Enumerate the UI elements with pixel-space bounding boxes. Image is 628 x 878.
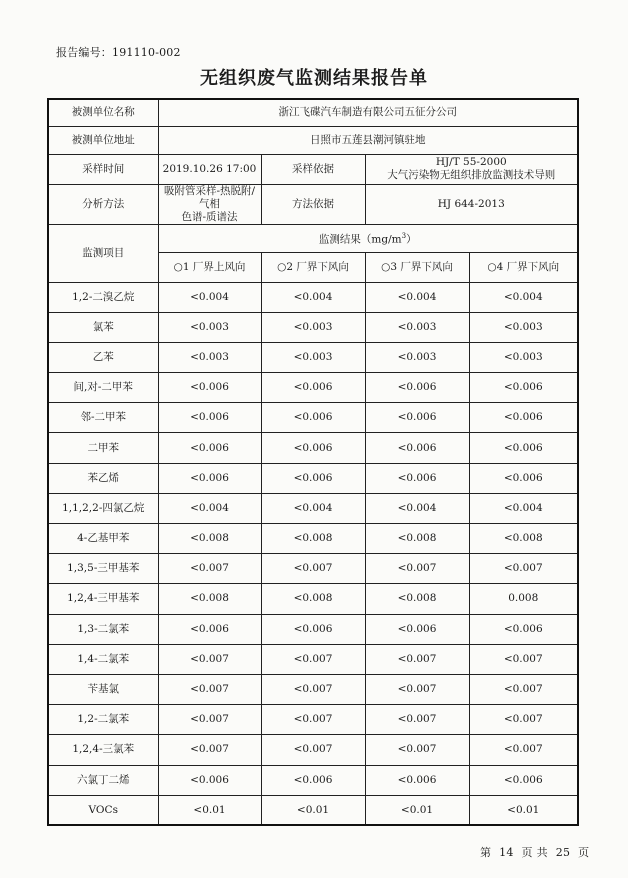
result-value-point-1: <0.006 bbox=[158, 463, 261, 493]
result-value-point-4: <0.006 bbox=[469, 463, 578, 493]
result-value-point-1: <0.003 bbox=[158, 312, 261, 342]
result-value-point-3: <0.007 bbox=[365, 674, 469, 704]
result-value-point-2: <0.006 bbox=[261, 433, 365, 463]
table-row bbox=[48, 342, 578, 372]
result-value-point-3: <0.008 bbox=[365, 524, 469, 554]
pollutant-name: 六氯丁二烯 bbox=[48, 765, 158, 795]
method-basis-value: HJ 644-2013 bbox=[365, 184, 578, 224]
table-row bbox=[48, 705, 578, 735]
pollutant-name: 1,2,4-三甲基苯 bbox=[48, 584, 158, 614]
row-unit-name bbox=[48, 99, 578, 126]
pollutant-name: 4-乙基甲苯 bbox=[48, 524, 158, 554]
pollutant-name: VOCs bbox=[48, 795, 158, 825]
footer-mid: 页 共 bbox=[521, 846, 548, 859]
table-row bbox=[48, 373, 578, 403]
pollutant-name: 1,3-二氯苯 bbox=[48, 614, 158, 644]
table-row bbox=[48, 493, 578, 523]
sampling-time-value: 2019.10.26 17:00 bbox=[158, 154, 261, 184]
result-value-point-3: <0.006 bbox=[365, 403, 469, 433]
result-value-point-2: <0.007 bbox=[261, 705, 365, 735]
result-value-point-1: <0.006 bbox=[158, 373, 261, 403]
result-value-point-3: <0.007 bbox=[365, 554, 469, 584]
result-value-point-4: <0.008 bbox=[469, 524, 578, 554]
result-value-point-3: <0.006 bbox=[365, 614, 469, 644]
result-value-point-2: <0.003 bbox=[261, 342, 365, 372]
sampling-basis-label: 采样依据 bbox=[261, 154, 365, 184]
point-3-header: ○3 厂界下风向 bbox=[365, 252, 469, 282]
result-value-point-4: <0.007 bbox=[469, 674, 578, 704]
pollutant-name: 1,2-二溴乙烷 bbox=[48, 282, 158, 312]
unit-address-value: 日照市五莲县潮河镇驻地 bbox=[158, 126, 578, 154]
sampling-basis-line1: HJ/T 55-2000 bbox=[435, 156, 507, 168]
result-value-point-4: <0.01 bbox=[469, 795, 578, 825]
result-value-point-2: <0.01 bbox=[261, 795, 365, 825]
result-value-point-4: <0.003 bbox=[469, 342, 578, 372]
row-unit-address bbox=[48, 126, 578, 154]
result-value-point-1: <0.004 bbox=[158, 493, 261, 523]
result-value-point-4: <0.006 bbox=[469, 403, 578, 433]
result-value-point-3: <0.006 bbox=[365, 433, 469, 463]
table-row bbox=[48, 644, 578, 674]
pollutant-name: 乙苯 bbox=[48, 342, 158, 372]
result-value-point-2: <0.006 bbox=[261, 765, 365, 795]
pollutant-name: 二甲苯 bbox=[48, 433, 158, 463]
result-value-point-1: <0.006 bbox=[158, 433, 261, 463]
result-value-point-1: <0.01 bbox=[158, 795, 261, 825]
result-value-point-2: <0.006 bbox=[261, 403, 365, 433]
row-analysis bbox=[48, 184, 578, 224]
result-value-point-2: <0.003 bbox=[261, 312, 365, 342]
sampling-time-label: 采样时间 bbox=[48, 154, 158, 184]
pollutant-name: 1,2,4-三氯苯 bbox=[48, 735, 158, 765]
point-2-header: ○2 厂界下风向 bbox=[261, 252, 365, 282]
result-value-point-4: <0.006 bbox=[469, 614, 578, 644]
result-value-point-3: <0.006 bbox=[365, 373, 469, 403]
results-unit-header bbox=[158, 224, 578, 252]
pollutant-name: 1,3,5-三甲基苯 bbox=[48, 554, 158, 584]
result-value-point-1: <0.007 bbox=[158, 674, 261, 704]
table-row bbox=[48, 735, 578, 765]
table-row bbox=[48, 312, 578, 342]
result-value-point-2: <0.006 bbox=[261, 373, 365, 403]
results-unit-sup: 3 bbox=[401, 231, 407, 240]
result-value-point-3: <0.003 bbox=[365, 312, 469, 342]
footer-total: 25 bbox=[555, 846, 571, 859]
footer-post: 页 bbox=[578, 846, 590, 859]
table-row bbox=[48, 463, 578, 493]
result-value-point-1: <0.007 bbox=[158, 735, 261, 765]
result-value-point-4: <0.007 bbox=[469, 644, 578, 674]
result-value-point-4: <0.006 bbox=[469, 433, 578, 463]
point-4-header: ○4 厂界下风向 bbox=[469, 252, 578, 282]
result-value-point-2: <0.007 bbox=[261, 735, 365, 765]
result-value-point-3: <0.008 bbox=[365, 584, 469, 614]
result-value-point-1: <0.006 bbox=[158, 403, 261, 433]
table-row bbox=[48, 614, 578, 644]
method-basis-label: 方法依据 bbox=[261, 184, 365, 224]
result-value-point-3: <0.006 bbox=[365, 463, 469, 493]
results-table bbox=[47, 98, 579, 826]
result-value-point-1: <0.004 bbox=[158, 282, 261, 312]
table-row bbox=[48, 795, 578, 825]
result-value-point-4: 0.008 bbox=[469, 584, 578, 614]
table-row bbox=[48, 765, 578, 795]
analysis-method-value bbox=[158, 184, 261, 224]
result-value-point-2: <0.008 bbox=[261, 524, 365, 554]
unit-address-label: 被测单位地址 bbox=[48, 126, 158, 154]
result-value-point-2: <0.007 bbox=[261, 554, 365, 584]
sampling-basis-line2: 大气污染物无组织排放监测技术导则 bbox=[387, 169, 556, 181]
result-value-point-1: <0.006 bbox=[158, 614, 261, 644]
analysis-method-line2: 色谱-质谱法 bbox=[181, 210, 238, 223]
monitoring-item-label: 监测项目 bbox=[48, 224, 158, 282]
result-value-point-1: <0.008 bbox=[158, 584, 261, 614]
analysis-method-line1: 吸附管采样-热脱附/气相 bbox=[163, 184, 256, 210]
result-value-point-2: <0.008 bbox=[261, 584, 365, 614]
analysis-method-label: 分析方法 bbox=[48, 184, 158, 224]
row-results-header bbox=[48, 224, 578, 252]
result-value-point-1: <0.007 bbox=[158, 554, 261, 584]
pollutant-name: 间,对-二甲苯 bbox=[48, 373, 158, 403]
pollutant-name: 1,2-二氯苯 bbox=[48, 705, 158, 735]
result-value-point-1: <0.006 bbox=[158, 765, 261, 795]
table-row bbox=[48, 674, 578, 704]
result-value-point-4: <0.006 bbox=[469, 765, 578, 795]
results-unit-prefix: 监测结果（mg/m bbox=[318, 233, 402, 246]
unit-name-value: 浙江飞碟汽车制造有限公司五征分公司 bbox=[158, 99, 578, 126]
result-value-point-3: <0.007 bbox=[365, 644, 469, 674]
pollutant-name: 氯苯 bbox=[48, 312, 158, 342]
unit-name-label: 被测单位名称 bbox=[48, 99, 158, 126]
result-value-point-1: <0.007 bbox=[158, 644, 261, 674]
footer-pre: 第 bbox=[480, 846, 492, 859]
footer-page: 14 bbox=[499, 846, 514, 859]
result-value-point-2: <0.007 bbox=[261, 644, 365, 674]
page-title: 无组织废气监测结果报告单 bbox=[200, 68, 428, 89]
result-value-point-4: <0.006 bbox=[469, 373, 578, 403]
point-1-header: ○1 厂界上风向 bbox=[158, 252, 261, 282]
result-value-point-2: <0.006 bbox=[261, 463, 365, 493]
report-number: 报告编号：191110-002 bbox=[56, 46, 181, 59]
result-value-point-1: <0.003 bbox=[158, 342, 261, 372]
result-value-point-4: <0.004 bbox=[469, 282, 578, 312]
result-value-point-4: <0.007 bbox=[469, 554, 578, 584]
result-value-point-3: <0.006 bbox=[365, 765, 469, 795]
results-unit-suffix: ） bbox=[406, 233, 417, 246]
result-value-point-2: <0.004 bbox=[261, 493, 365, 523]
table-row bbox=[48, 403, 578, 433]
table-row bbox=[48, 433, 578, 463]
table-row bbox=[48, 282, 578, 312]
table-row bbox=[48, 524, 578, 554]
sampling-basis-value bbox=[365, 154, 578, 184]
result-value-point-3: <0.01 bbox=[365, 795, 469, 825]
result-value-point-1: <0.008 bbox=[158, 524, 261, 554]
result-value-point-3: <0.003 bbox=[365, 342, 469, 372]
pollutant-name: 苄基氯 bbox=[48, 674, 158, 704]
page-footer bbox=[478, 844, 591, 860]
result-value-point-3: <0.004 bbox=[365, 493, 469, 523]
row-sampling bbox=[48, 154, 578, 184]
result-value-point-4: <0.007 bbox=[469, 705, 578, 735]
result-value-point-4: <0.007 bbox=[469, 735, 578, 765]
pollutant-name: 邻-二甲苯 bbox=[48, 403, 158, 433]
pollutant-name: 1,4-二氯苯 bbox=[48, 644, 158, 674]
result-value-point-3: <0.007 bbox=[365, 735, 469, 765]
result-value-point-2: <0.004 bbox=[261, 282, 365, 312]
pollutant-name: 1,1,2,2-四氯乙烷 bbox=[48, 493, 158, 523]
table-row bbox=[48, 584, 578, 614]
result-value-point-1: <0.007 bbox=[158, 705, 261, 735]
result-value-point-3: <0.007 bbox=[365, 705, 469, 735]
result-value-point-3: <0.004 bbox=[365, 282, 469, 312]
result-value-point-4: <0.004 bbox=[469, 493, 578, 523]
result-value-point-4: <0.003 bbox=[469, 312, 578, 342]
table-row bbox=[48, 554, 578, 584]
result-value-point-2: <0.006 bbox=[261, 614, 365, 644]
result-value-point-2: <0.007 bbox=[261, 674, 365, 704]
pollutant-name: 苯乙烯 bbox=[48, 463, 158, 493]
